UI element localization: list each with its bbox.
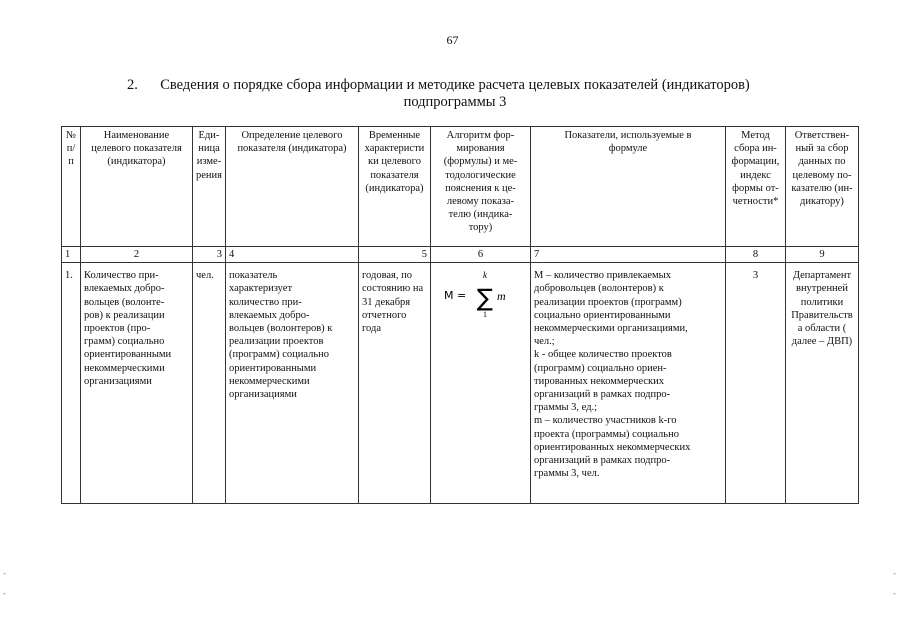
section-title-line2: подпрограммы 3 — [403, 94, 507, 110]
right-edge-marks: - - — [893, 568, 896, 598]
formula-summand: m — [497, 289, 507, 304]
header-cell: Ответствен- ный за сбор данных по целевому по- казателю (ин- дикатору) — [785, 127, 858, 247]
column-number: 9 — [785, 247, 858, 263]
sum-formula — [440, 269, 520, 319]
variables: М – количество привлекаемых добровольцев (волонтеров) к реализации проектов (программ) социально ориентированными некоммерческими организациями, чел.; k - общее количество проектов (программ) социально ориен- тированных некоммерческих организаций в рамках подпро- граммы 3, ед.; m – количество участников k-го проекта (программы) социально ориентированных некоммерческих организаций в рамках подпро- граммы 3, чел. — [530, 263, 725, 504]
responsible: Департамент внутренней политики Правительств а области ( далее – ДВП) — [785, 263, 858, 504]
header-cell: № п/ п — [62, 127, 81, 247]
left-edge-marks: - - — [3, 568, 6, 598]
header-cell: Алгоритм фор- мирования (формулы) и ме- тодологические пояснения к це- левому показа- телю (индика- тору) — [430, 127, 530, 247]
formula-lhs: M = — [444, 289, 467, 303]
section-title-line1: Сведения о порядке сбора информации и методике расчета целевых показателей (индикаторов) — [160, 77, 750, 93]
indicators-table — [61, 126, 859, 504]
column-number: 1 — [62, 247, 81, 263]
header-cell: Временные характеристи ки целевого показателя (индикатора) — [358, 127, 430, 247]
formula-cell — [430, 263, 530, 504]
section-title — [60, 77, 850, 111]
sigma-icon: ∑ — [477, 284, 494, 313]
header-cell: Показатели, используемые в формуле — [530, 127, 725, 247]
header-cell: Еди- ница изме- рения — [193, 127, 226, 247]
table-row — [62, 263, 859, 504]
method: 3 — [725, 263, 785, 504]
header-cell: Определение целевого показателя (индикатора) — [225, 127, 358, 247]
header-cell: Наименование целевого показателя (индикатора) — [81, 127, 193, 247]
header-row — [62, 127, 859, 247]
page-number: 67 — [446, 33, 459, 47]
column-number: 7 — [530, 247, 725, 263]
column-numbers-row — [62, 247, 859, 263]
formula-upper: k — [483, 270, 488, 281]
header-cell: Метод сбора ин- формации, индекс формы от- четности* — [725, 127, 785, 247]
column-number: 5 — [358, 247, 430, 263]
column-number: 2 — [81, 247, 193, 263]
column-number: 3 — [193, 247, 226, 263]
column-number: 4 — [225, 247, 358, 263]
unit: чел. — [193, 263, 226, 504]
section-number: 2. — [127, 77, 138, 93]
definition: показатель характеризует количество при- влекаемых добро- вольцев (волонтеров) к реализации проектов (программ) социально ориентированными некоммерческими организациями — [225, 263, 358, 504]
row-number: 1. — [62, 263, 81, 504]
timing: годовая, по состоянию на 31 декабря отчетного года — [358, 263, 430, 504]
indicator-name: Количество при- влекаемых добро- вольцев (волонте- ров) к реализации проектов (про- грамм) социально ориентированными некоммерческими организациями — [81, 263, 193, 504]
formula-lower: 1 — [483, 310, 488, 320]
column-number: 8 — [725, 247, 785, 263]
column-number: 6 — [430, 247, 530, 263]
